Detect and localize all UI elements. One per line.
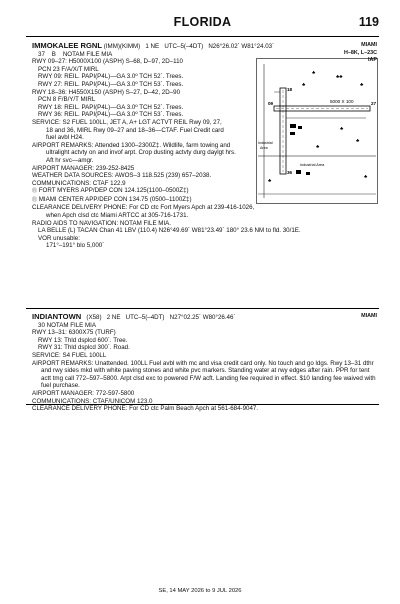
page-number: 119 — [358, 15, 379, 29]
radio-aids: RADIO AIDS TO NAVIGATION: NOTAM FILE MIA. — [32, 219, 172, 227]
tree-icon: ♣ — [356, 138, 360, 144]
fuel-class: B — [51, 50, 56, 58]
runway-09-27: RWY 09–27: H5000X100 (ASPH) S–68, D–97, 2D–110 — [32, 58, 184, 66]
airport-name: INDIANTOWN — [32, 312, 82, 321]
tree-icon: ♣ — [268, 178, 272, 184]
airport-coords: N27°02.25´ W80°26.46´ — [169, 314, 236, 321]
communications: COMMUNICATIONS: CTAF/UNICOM 123.0 — [32, 397, 153, 405]
runway-09-label: 09 — [268, 101, 274, 106]
service-line: SERVICE: S4 FUEL 100LL — [32, 351, 107, 359]
runway-18-label: 18 — [287, 87, 293, 92]
airport-elev: 37 — [38, 50, 45, 58]
tree-icon: ♣ — [364, 174, 368, 180]
runway-27-remarks: RWY 27: REIL. PAPI(P4L)—GA 3.0º TCH 53´. Trees. — [38, 80, 184, 88]
airport-header-line — [32, 42, 377, 51]
service-line-1: SERVICE: S2 FUEL 100LL, JET A, A+ LGT ACTVT REIL Rwy 09, 27, — [32, 118, 222, 126]
iap-label: IAP — [368, 57, 377, 64]
weather-sources: WEATHER DATA SOURCES: AWOS–3 118.525 (239) 657–2038. — [32, 172, 212, 180]
building-shape — [296, 170, 301, 174]
runway-18-36-pcn: PCN 8 F/B/Y/T MIRL — [38, 96, 96, 104]
airport-header-line — [32, 313, 377, 322]
clearance-line-1: CLEARANCE DELIVERY PHONE: For CD ctc Fort Myers Apch at 239-416-1026, — [32, 204, 255, 212]
airport-coords: N26°26.02´ W81°24.03´ — [208, 43, 275, 50]
runway-36-remarks: RWY 36: REIL. PAPI(P4L)—GA 3.0º TCH 53´. Trees. — [38, 111, 184, 119]
tree-icon: ♣ — [302, 82, 306, 88]
runway-dimension-label: 5000 X 100 — [330, 99, 354, 104]
runway-09-27-pcn: PCN 23 F/A/X/T MIRL — [38, 65, 99, 73]
airport-dist: 2 NE — [106, 314, 121, 321]
notam-file: NOTAM FILE MIA — [62, 50, 113, 58]
building-shape — [306, 172, 310, 175]
airport-name: IMMOKALEE RGNL — [32, 41, 103, 50]
chart-refs: H–8K, L–23C — [344, 49, 377, 56]
building-shape — [298, 126, 302, 129]
radar-symbol-icon: Ⓡ — [32, 196, 38, 203]
communications: COMMUNICATIONS: CTAF 122.9 — [32, 179, 126, 187]
vor-unusable-range: 171°–191° blo 5,000´ — [46, 242, 105, 250]
industrial-area-label-3: Industrial Area — [300, 163, 325, 167]
tree-icon: ♣♣ — [336, 74, 343, 80]
header-rule — [26, 36, 379, 37]
runway-27-label: 27 — [371, 101, 377, 106]
runway-18-remarks: RWY 18: REIL. PAPI(P4L)—GA 3.0º TCH 52´. Trees. — [38, 103, 184, 111]
state-title: FLORIDA — [173, 15, 232, 29]
runway-09-remarks: RWY 09: REIL. PAPI(P4L)—GA 3.0º TCH 52´. Trees. — [38, 73, 184, 81]
service-line-2: 18 and 36, MIRL Rwy 09–27 and 18–36—CTAF. Fuel Credit card — [46, 126, 224, 134]
vor-unusable: VOR unusable: — [38, 234, 80, 242]
entry-divider — [26, 404, 379, 405]
airport-ids: (IMM)(KIMM) — [103, 43, 141, 50]
runway-13-31: RWY 13–31: 6300X75 (TURF) — [32, 329, 116, 337]
airport-city: MIAMI — [361, 313, 377, 319]
airport-info-line: 30 NOTAM FILE MIA — [38, 321, 96, 329]
entry-divider — [26, 308, 379, 309]
building-shape — [290, 124, 296, 128]
industrial-area-label-2: Area — [260, 146, 268, 150]
airport-utc: UTC–5(–4DT) — [125, 314, 165, 321]
airport-entry-indiantown — [32, 313, 377, 413]
industrial-area-label-1: Industrial — [258, 141, 273, 145]
navaid-labelle: LA BELLE (L) TACAN Chan 41 LBV (110.4) N26°49.69´ W81°23.49´ 180° 23.6 NM to fld. 30/1E. — [38, 227, 301, 235]
approach-control-1-text: FORT MYERS APP/DEP CON 124.125(1100–0500Z‡) — [38, 187, 189, 195]
airport-remarks: AIRPORT REMARKS: Unattended. 100LL Fuel avbl with mc and visa credit card only. No touch and go ldgs. Rwy 13–31 dthr and rwy sides mkd with white paving stones and white pvc markers. Standing water at rwy edges after rain. PPR for tent actt tmg call 772–597–5800. Arpt clsd exc to powered F/W acft. Landing fee required in effect. $10 landing fee waived with fuel purchase. — [32, 359, 376, 390]
service-line-3: fuel avbl H24. — [46, 134, 84, 142]
clearance-line-2: when Apch clsd ctc Miami ARTCC at 305-716-1731. — [46, 212, 189, 220]
airport-utc: UTC–5(–4DT) — [164, 43, 204, 50]
approach-control-2-text: MIAMI CENTER APP/DEP CON 134.75 (0500–1100Z‡) — [38, 195, 192, 203]
tree-icon: ♣ — [360, 82, 364, 88]
airport-city: MIAMI — [361, 42, 377, 48]
airport-manager: AIRPORT MANAGER: 239-252-8425 — [32, 164, 135, 172]
radar-symbol-icon: Ⓡ — [32, 188, 38, 195]
airport-dist: 1 NE — [145, 43, 160, 50]
remarks-line-3: Aft hr svc—amgr. — [46, 156, 94, 164]
tree-icon: ♣ — [340, 126, 344, 132]
runway-18-36: RWY 18–36: H4550X150 (ASPH) S–27, D–42, 2D–90 — [32, 88, 181, 96]
airport-ids: (X58) — [86, 314, 102, 321]
remarks-line-2: ultralight actvty on and invof arpt. Crop dusting actvty durg daylgt hrs. — [46, 149, 236, 157]
airport-manager: AIRPORT MANAGER: 772-597-5800 — [32, 389, 135, 397]
page-header — [26, 15, 379, 35]
remarks-line-1: AIRPORT REMARKS: Attended 1300–2300Z‡. Wildlife, farm towing and — [32, 141, 231, 149]
runway-31-remarks: RWY 31: Thld dsplcd 300´. Road. — [38, 344, 130, 352]
airport-diagram — [256, 58, 378, 204]
runway-13-remarks: RWY 13: Thld dsplcd 600´. Tree. — [38, 336, 128, 344]
runway-36-label: 36 — [287, 170, 293, 175]
tree-icon: ♣ — [312, 70, 316, 76]
page-footer: SE, 14 MAY 2026 to 9 JUL 2026 — [158, 588, 242, 594]
tree-icon: ♣ — [316, 144, 320, 150]
clearance-delivery: CLEARANCE DELIVERY PHONE: For CD ctc Palm Beach Apch at 561-684-9047. — [32, 405, 259, 413]
building-shape — [290, 132, 295, 135]
